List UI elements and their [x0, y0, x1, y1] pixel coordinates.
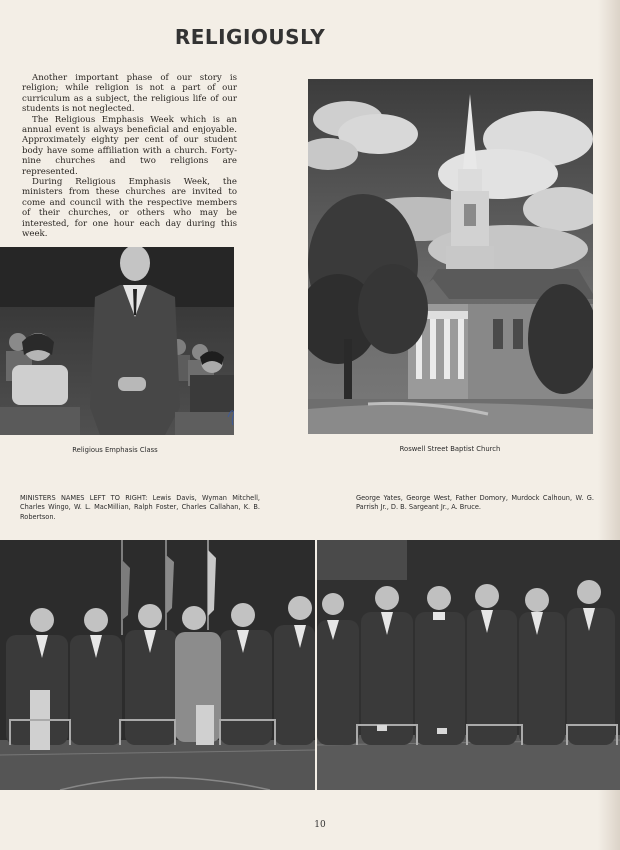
church-photo-caption: Roswell Street Baptist Church — [399, 445, 501, 453]
intro-paragraph-2: The Religious Emphasis Week which is an annual event is always beneficial and enjoyable. Approximately eighty per cent of our student body have some affiliation with a church. Forty-nine churches and two religions are represented. — [22, 114, 237, 177]
intro-paragraph-1: Another important phase of our story is religion; while religion is not a part of our curriculum as a subject, the religious life of our students is not neglected. — [22, 73, 237, 115]
ministers-right-caption: George Yates, George West, Father Domory, Murdock Calhoun, W. G. Parrish Jr., D. B. Sargeant Jr., A. Bruce. — [356, 494, 594, 512]
ministers-left-caption: MINISTERS NAMES LEFT TO RIGHT: Lewis Davis, Wyman Mitchell, Charles Wingo, W. L. MacMillian, Ralph Foster, Charles Callahan, K. B. Robertson. — [20, 494, 260, 521]
page-number: 10 — [314, 820, 326, 830]
ministers-photo-left — [0, 540, 315, 790]
ministers-photo-right — [317, 540, 620, 790]
church-photo — [308, 79, 593, 434]
class-photo-caption: Religious Emphasis Class — [72, 446, 158, 454]
class-photo — [0, 247, 234, 435]
intro-text — [22, 73, 237, 240]
intro-paragraph-3: During Religious Emphasis Week, the ministers from these churches are invited to come and council with the respective members of their churches, or others who may be interested, for one hour each day during this week. — [22, 177, 237, 240]
page-title: RELIGIOUSLY — [174, 25, 326, 49]
